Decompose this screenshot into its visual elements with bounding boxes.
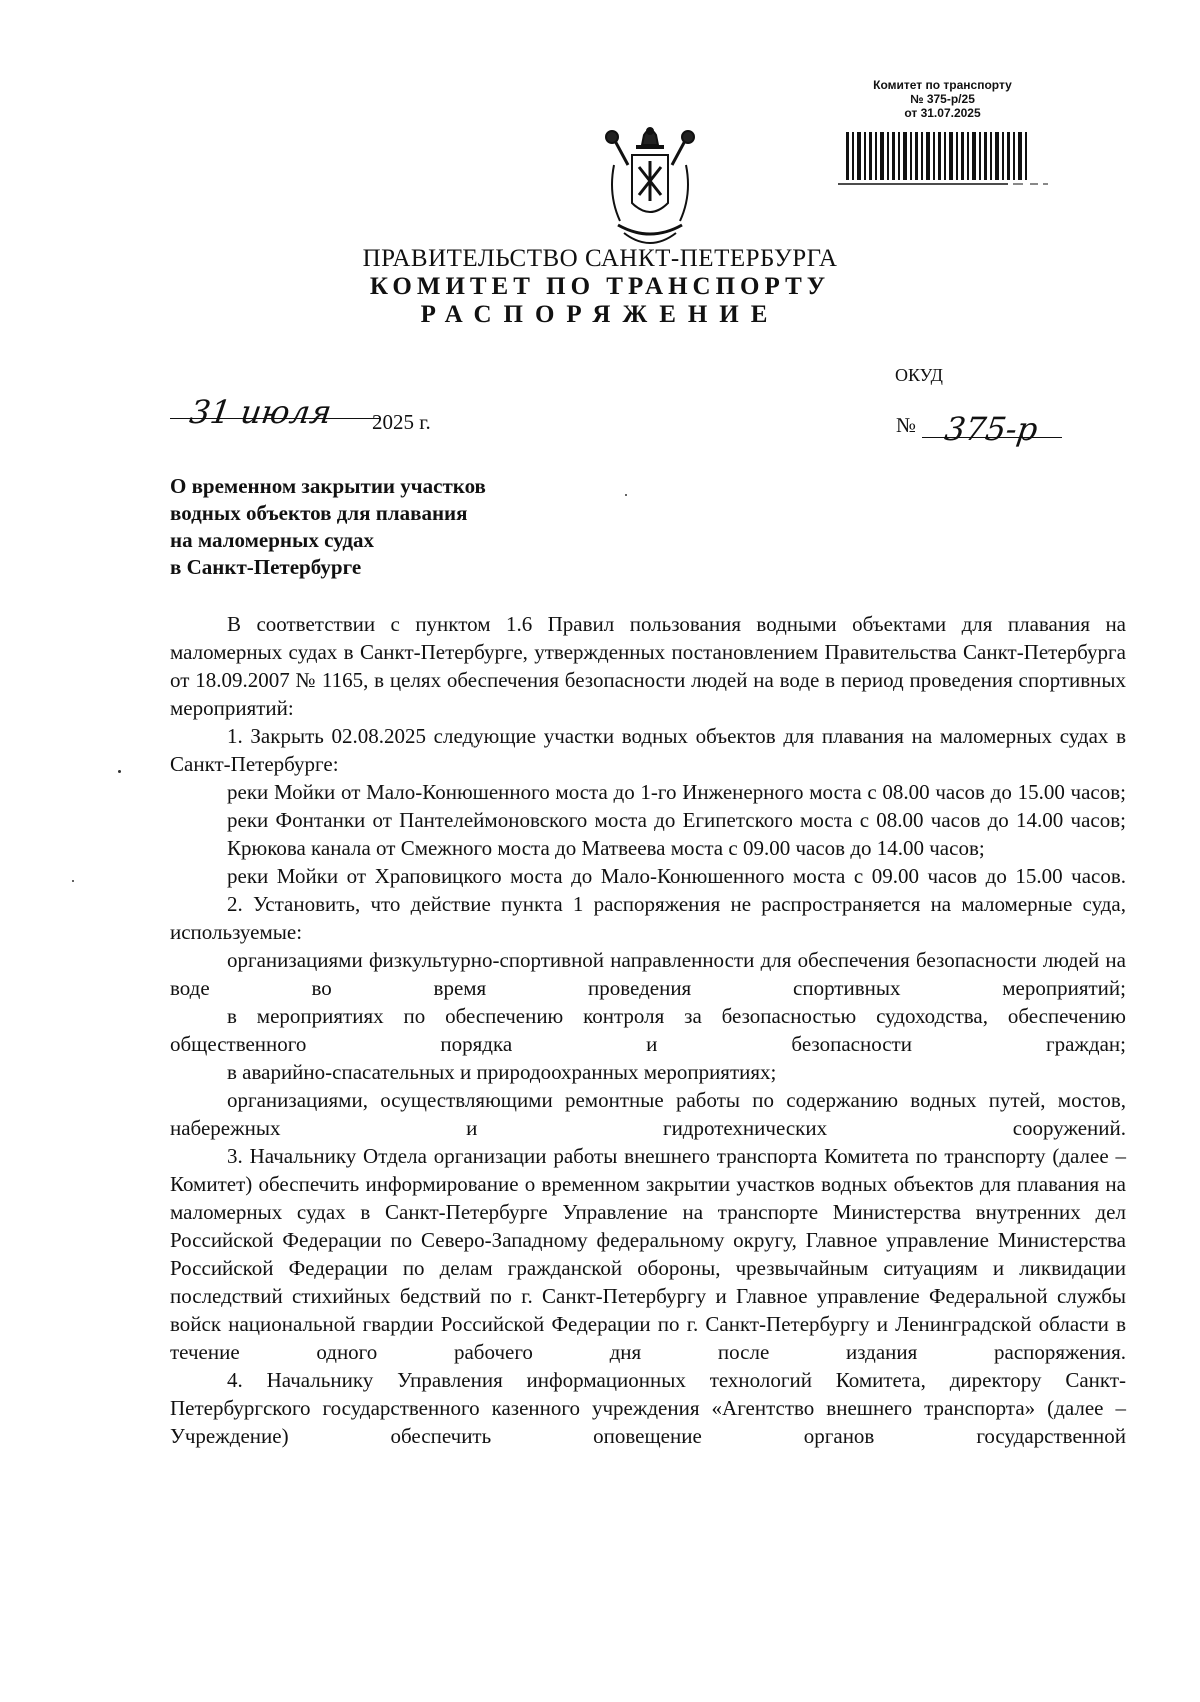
document-body [170, 610, 1126, 1450]
subject-line: О временном закрытии участков [170, 474, 486, 498]
subject-line: водных объектов для плавания [170, 501, 468, 525]
date-year: 2025 г. [372, 410, 431, 434]
paragraph: 4. Начальнику Управления информационных технологий Комитета, директору Санкт-Петербургского государственного казенного учреждения «Агентство внешнего транспорта» (далее – Учреждение) обеспечить оповещение органов государственной [170, 1368, 1126, 1448]
paragraph: в аварийно-спасательных и природоохранных мероприятиях; [227, 1060, 777, 1084]
date-underline [170, 418, 380, 419]
barcode [838, 132, 1048, 194]
committee-title: КОМИТЕТ ПО ТРАНСПОРТУ [369, 273, 831, 300]
paragraph: 2. Установить, что действие пункта 1 распоряжения не распространяется на маломерные суда, используемые: [170, 892, 1126, 944]
number-sign: № [896, 413, 917, 437]
paragraph: 3. Начальнику Отдела организации работы внешнего транспорта Комитета по транспорту (далее – Комитет) обеспечить информирование о временном закрытии участков водных объектов для плавания на маломерных судах в Санкт-Петербурге Управление на транспорте Министерства внутренних дел Российской Федерации по Северо-Западному федеральному округу, Главное управление Министерства Российской Федерации по делам гражданской обороны, чрезвычайным ситуациям и ликвидации последствий стихийных бедствий по г. Санкт-Петербургу и Главное управление Федеральной службы войск национальной гвардии Российской Федерации по г. Санкт-Петербургу и Ленинградской области в течение одного рабочего дня после издания распоряжения. [170, 1144, 1126, 1364]
registration-stamp [830, 78, 1055, 120]
paragraph: В соответствии с пунктом 1.6 Правил пользования водными объектами для плавания на маломерных судах в Санкт-Петербурге, утвержденных постановлением Правительства Санкт-Петербурга от 18.09.2007 № 1165, в целях обеспечения безопасности людей на воде в период проведения спортивных мероприятий: [170, 612, 1126, 720]
paragraph: организациями, осуществляющими ремонтные работы по содержанию водных путей, мостов, набережных и гидротехнических сооружений. [170, 1088, 1126, 1140]
coat-of-arms-icon [594, 125, 706, 253]
paragraph: реки Мойки от Мало-Конюшенного моста до 1-го Инженерного моста с 08.00 часов до 15.00 часов; [227, 780, 1126, 804]
okud-label: ОКУД [895, 365, 943, 385]
number-underline [922, 437, 1062, 438]
paragraph: организациями физкультурно-спортивной направленности для обеспечения безопасности людей на воде во время проведения спортивных мероприятий; [170, 948, 1126, 1000]
paragraph: в мероприятиях по обеспечению контроля за безопасностью судоходства, обеспечению общественного порядка и безопасности граждан; [170, 1004, 1126, 1056]
government-title: ПРАВИТЕЛЬСТВО САНКТ-ПЕТЕРБУРГА [362, 245, 838, 272]
stamp-number: № 375-р/25 [910, 92, 975, 106]
stamp-date: от 31.07.2025 [904, 106, 981, 120]
paragraph: реки Фонтанки от Пантелеймоновского моста до Египетского моста с 08.00 часов до 14.00 часов; [227, 808, 1126, 832]
handwritten-date: 31 июля [187, 393, 334, 431]
document-type: РАСПОРЯЖЕНИЕ [420, 301, 780, 328]
handwritten-number: 375-р [942, 410, 1041, 448]
paragraph: 1. Закрыть 02.08.2025 следующие участки водных объектов для плавания на маломерных судах в Санкт-Петербурге: [170, 724, 1126, 776]
scan-speck [118, 770, 121, 773]
paragraph: Крюкова канала от Смежного моста до Матвеева моста с 09.00 часов до 14.00 часов; [227, 836, 985, 860]
stamp-org: Комитет по транспорту [873, 78, 1012, 92]
scan-speck [72, 880, 74, 882]
subject-line: в Санкт-Петербурге [170, 555, 362, 579]
document-subject [170, 473, 590, 581]
paragraph: реки Мойки от Храповицкого моста до Мало-Конюшенного моста с 09.00 часов до 15.00 часов. [227, 864, 1126, 888]
scan-speck [625, 494, 627, 496]
subject-line: на маломерных судах [170, 528, 374, 552]
